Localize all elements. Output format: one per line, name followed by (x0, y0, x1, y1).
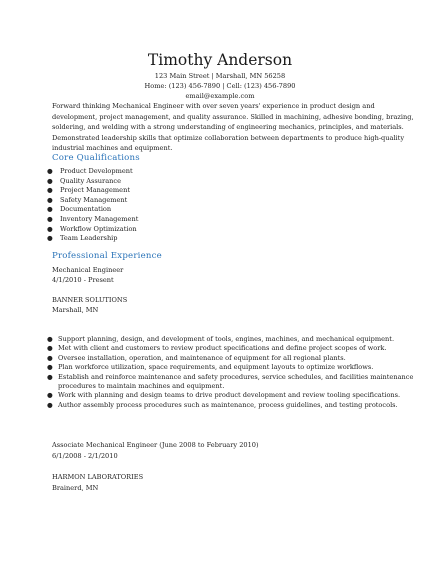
bullet-icon: ● (47, 186, 53, 195)
job-title: Associate Mechanical Engineer (June 2008 to February 2010) (52, 441, 259, 449)
bullet-icon: ● (47, 363, 53, 372)
qualification-label: Team Leadership (60, 234, 118, 243)
qualification-label: Workflow Optimization (60, 224, 137, 233)
list-item (47, 215, 138, 225)
professional-summary (52, 101, 414, 154)
summary-line: soldering, and welding with a strong understanding of engineering mechanics, principles, and materials. (52, 123, 404, 131)
duty-text: Plan workforce utilization, space requirements, and equipment layouts to optimize workflows. (58, 363, 374, 372)
qualifications-list (47, 167, 138, 244)
qualification-label: Documentation (60, 205, 112, 214)
core-qualifications-heading: Core Qualifications (52, 153, 140, 163)
bullet-icon: ● (47, 214, 53, 223)
job-dates: 4/1/2010 - Present (52, 276, 114, 284)
summary-line: industrial machines and equipment. (52, 144, 173, 152)
list-item (47, 225, 138, 235)
bullet-icon: ● (47, 205, 53, 214)
summary-line: Demonstrated leadership skills that optimize collaboration between departments to produce high-quality (52, 133, 405, 142)
bullet-icon: ● (47, 400, 53, 409)
bullet-icon: ● (47, 224, 53, 233)
list-item (47, 373, 413, 392)
duty-text: Author assembly process procedures such as maintenance, process guidelines, and testing protocols. (58, 400, 398, 409)
qualification-label: Safety Management (60, 195, 128, 204)
list-item (47, 167, 138, 177)
list-item (47, 344, 413, 353)
list-item (47, 354, 413, 363)
duty-text: Work with planning and design teams to drive product development and review tooling specifications. (58, 391, 401, 400)
list-item (47, 205, 138, 215)
duty-text: Support planning, design, and development of tools, engines, machines, and mechanical equipment. (58, 335, 395, 343)
bullet-icon: ● (47, 353, 53, 362)
bullet-icon: ● (47, 195, 53, 204)
list-item (47, 391, 413, 400)
qualification-label: Project Management (60, 186, 130, 195)
job-dates: 6/1/2008 - 2/1/2010 (52, 452, 118, 460)
duty-text: Oversee installation, operation, and maintenance of equipment for all regional plants. (58, 353, 346, 362)
qualification-label: Inventory Management (60, 214, 139, 223)
company-location: Brainerd, MN (52, 484, 99, 492)
bullet-icon: ● (47, 372, 53, 381)
list-item (47, 401, 413, 410)
professional-experience-heading: Professional Experience (52, 251, 162, 261)
qualification-label: Product Development (60, 167, 133, 175)
duty-text: Establish and reinforce maintenance and safety procedures, service schedules, and facilities maintenance (58, 372, 414, 381)
list-item (47, 363, 413, 372)
bullet-icon: ● (47, 391, 53, 400)
phone-line: Home: (123) 456-7890 | Cell: (123) 456-7890 (144, 82, 296, 90)
company-name: HARMON LABORATORIES (52, 473, 144, 481)
job-duties-list (47, 335, 413, 410)
bullet-icon: ● (47, 344, 53, 353)
candidate-name: Timothy Anderson (147, 51, 293, 69)
address-line: 123 Main Street | Marshall, MN 56258 (154, 72, 286, 80)
qualification-label: Quality Assurance (60, 176, 121, 185)
company-location: Marshall, MN (52, 306, 99, 314)
duty-text: Met with client and customers to review product specifications and define project scopes of work. (58, 344, 387, 353)
list-item (47, 196, 138, 206)
bullet-icon: ● (47, 234, 53, 243)
bullet-icon: ● (47, 335, 53, 343)
list-item (47, 234, 138, 244)
summary-line: development, project management, and quality assurance. Skilled in machining, adhesive bonding, brazing, (52, 112, 414, 121)
company-name: BANNER SOLUTIONS (52, 296, 128, 304)
duty-text-continued: procedures to maintain machines and equipment. (58, 382, 225, 391)
bullet-icon: ● (47, 176, 53, 185)
email-line: email@example.com (185, 92, 255, 100)
summary-line: Forward thinking Mechanical Engineer with over seven years' experience in product design and (52, 102, 375, 110)
list-item (47, 335, 413, 344)
list-item (47, 177, 138, 187)
list-item (47, 186, 138, 196)
job-title: Mechanical Engineer (52, 266, 124, 274)
bullet-icon: ● (47, 167, 53, 175)
